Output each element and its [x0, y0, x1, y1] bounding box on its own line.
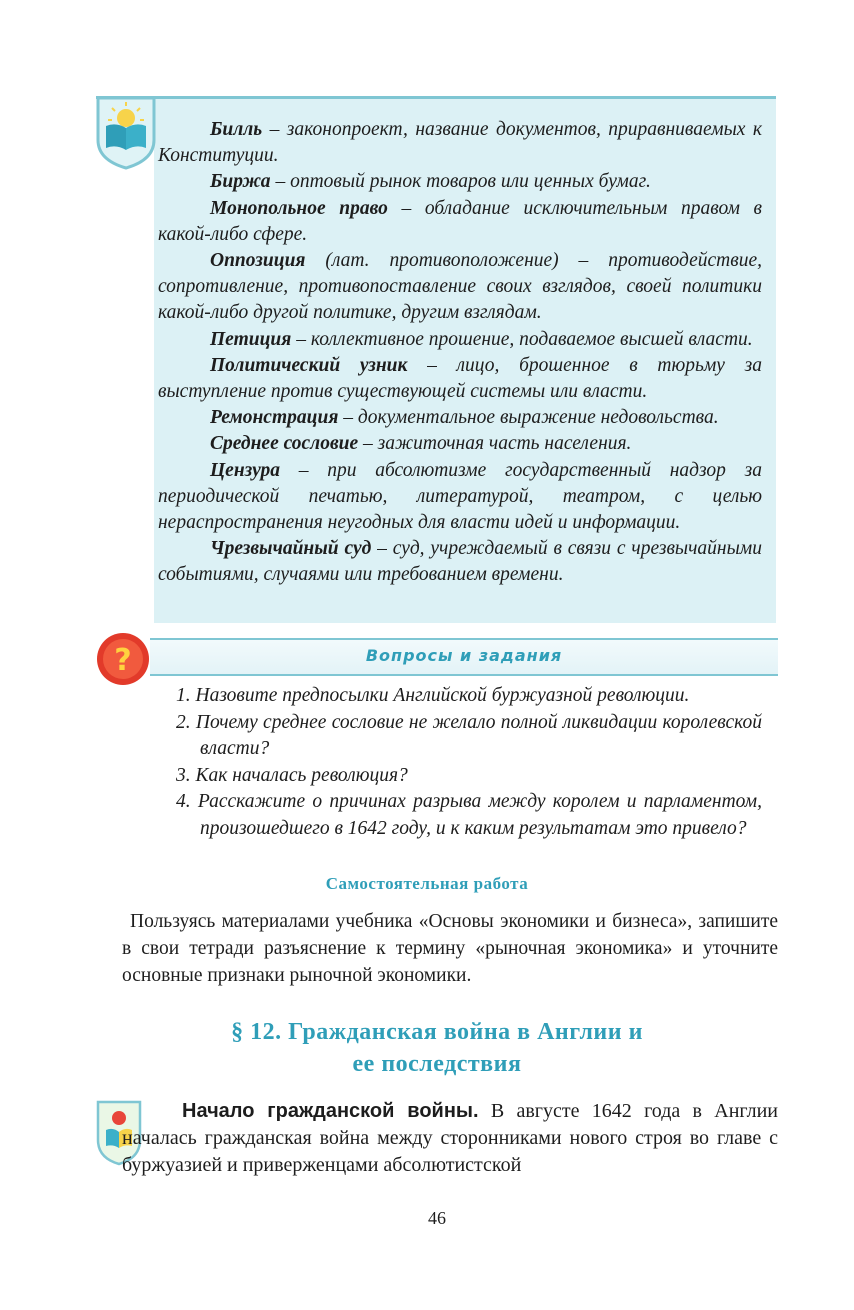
glossary-term: Билль: [210, 119, 263, 140]
section-title-line1: § 12. Гражданская война в Англии и: [231, 1019, 643, 1045]
page-number: 46: [428, 1208, 446, 1228]
self-work-title: Самостоятельная работа: [325, 874, 529, 893]
glossary-definition: – законопроект, название документов, приравниваемых к Конституции.: [158, 119, 762, 167]
body-text: [122, 1098, 778, 1179]
glossary-term: Политический узник: [210, 354, 408, 376]
glossary-definition: – суд, учреждаемый в связи с чрезвычайными событиями, случаями или требованием времени.: [158, 538, 762, 586]
glossary-term: Цензура: [210, 459, 281, 481]
glossary-list: [158, 117, 762, 589]
glossary-entry: [158, 353, 762, 405]
glossary-definition: – лицо, брошенное в тюрьму за выступление против существующей системы или власти.: [158, 354, 763, 403]
question-item: 4. Расскажите о причинах разрыва между королем и парламентом, произошедшего в 1642 году, и к каким результатам это привело?: [176, 791, 762, 839]
questions-header-bar: [150, 638, 778, 676]
glossary-entry: [158, 405, 762, 431]
glossary-term: Чрезвычайный суд: [210, 538, 372, 560]
paragraph-text: В августе 1642 года в Англии началась гражданская война между сторонниками нового строя во главе с буржуазией и приверженцами абсолютистской: [122, 1100, 778, 1176]
glossary-entry: [158, 117, 762, 169]
glossary-definition: (лат. противоположение) – противодействие, сопротивление, противопоставление своих взглядов, своей политики какой-либо другой политике, другим взглядам.: [158, 250, 762, 324]
glossary-definition: – обладание исключительным правом в какой-либо сфере.: [158, 197, 762, 245]
glossary-entry: [158, 327, 762, 353]
glossary-entry: [158, 169, 762, 195]
questions-list: [176, 683, 762, 842]
glossary-definition: – зажиточная часть населения.: [358, 433, 632, 455]
paragraph-lead: Начало гражданской войны.: [182, 1100, 479, 1122]
glossary-entry: [158, 248, 762, 327]
body-paragraph: [122, 1098, 778, 1179]
section-title-line2: ее последствия: [352, 1051, 522, 1077]
book-emblem-icon: [96, 96, 156, 170]
glossary-term: Оппозиция: [210, 250, 306, 272]
self-work-text: [122, 908, 778, 989]
glossary-side-strip: [96, 99, 154, 623]
glossary-entry: [158, 431, 762, 457]
glossary-definition: – оптовый рынок товаров или ценных бумаг.: [270, 171, 651, 193]
glossary-definition: – документальное выражение недовольства.: [338, 407, 719, 429]
self-work-paragraph: Пользуясь материалами учебника «Основы экономики и бизнеса», запишите в свои тетради разъяснение к термину «рыночная экономика» и уточните основные признаки рыночной экономики.: [122, 911, 778, 986]
glossary-term: Монопольное право: [210, 197, 388, 219]
glossary-entry: [158, 458, 762, 537]
glossary-box: [96, 96, 776, 623]
questions-title: Вопросы и задания: [365, 646, 563, 665]
section-title: [0, 1016, 854, 1080]
svg-text:?: ?: [114, 643, 132, 678]
glossary-definition: – коллективное прошение, подаваемое высшей власти.: [291, 328, 753, 350]
glossary-term: Среднее сословие: [210, 433, 359, 455]
glossary-term: Ремонстрация: [210, 407, 339, 429]
glossary-entry: [158, 536, 762, 588]
question-item: 3. Как началась революция?: [176, 764, 408, 786]
glossary-definition: – при абсолютизме государственный надзор за периодической печатью, литературой, театром, с целью нераспространения неугодных для власти идей и информации.: [158, 459, 762, 534]
glossary-term: Биржа: [210, 171, 271, 193]
glossary-term: Петиция: [210, 328, 292, 350]
question-item: 2. Почему среднее сословие не желало полной ликвидации королевской власти?: [176, 711, 762, 759]
glossary-entry: [158, 196, 762, 248]
question-item: 1. Назовите предпосылки Английской буржуазной революции.: [176, 685, 690, 706]
question-mark-icon: [94, 630, 152, 688]
